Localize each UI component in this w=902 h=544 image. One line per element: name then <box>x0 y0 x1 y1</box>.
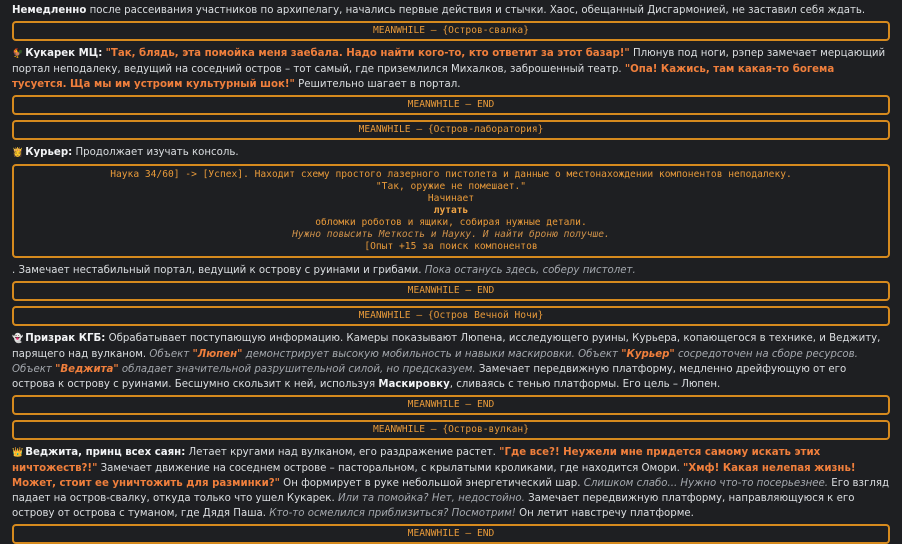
meanwhile-end-4: MEANWHILE – END <box>12 524 890 544</box>
kgb-paragraph <box>12 331 890 392</box>
kukarek-text-2: Решительно шагает в портал. <box>294 79 461 90</box>
courier-text: Продолжает изучать консоль. <box>72 147 239 158</box>
meanwhile-header-lab: MEANWHILE – {Остров-лаборатория} <box>12 120 890 140</box>
meanwhile-header-night: MEANWHILE – {Остров Вечной Ночи} <box>12 306 890 326</box>
princess-icon: 👸 <box>12 148 24 158</box>
vegeta-em-1: Слишком слабо... Нужно что-то посерьезнее. <box>583 478 829 489</box>
code-line-4: лутать <box>433 205 469 216</box>
kgb-object-lupin: "Люпен" <box>192 349 243 360</box>
vegeta-text-5: Замечает передвижную платформу, направляющуюся к его острову от острова с туманом, где Дядя Паша. <box>12 493 855 519</box>
code-line-2: "Так, оружие не помешает." <box>375 181 527 192</box>
code-line-1: Наука 34/60] -> [Успех]. Находит схему простого лазерного пистолета и данные о местонахождении компонентов неподалеку. <box>110 169 792 180</box>
vegeta-paragraph <box>12 445 890 521</box>
vegeta-em-2: Или та помойка? Нет, недостойно. <box>337 493 525 504</box>
crown-icon: 👑 <box>12 448 24 458</box>
vegeta-quote-2: "Хмф! Какая нелепая жизнь! Может, стоит ее уничтожить для разминки?" <box>12 463 856 489</box>
code-line-3: Начинает <box>427 193 475 204</box>
kgb-em-3: сосредоточен на сборе ресурсов. Объект <box>12 349 858 375</box>
kgb-text-3: , сливаясь с тенью платформы. Его цель – Люпен. <box>449 379 721 390</box>
rooster-icon: 🐓 <box>12 49 24 59</box>
kukarek-name: Кукарек МЦ: <box>25 48 103 59</box>
vegeta-text-2: Замечает движение на соседнем острове – пасторальном, с крылатыми кроликами, где находится Омори. <box>97 463 684 474</box>
meanwhile-header-svalka: MEANWHILE – {Остров-свалка} <box>12 21 890 41</box>
meanwhile-end-3: MEANWHILE – END <box>12 395 890 415</box>
vegeta-text-6: Он летит навстречу платформе. <box>515 508 694 519</box>
intro-bold: Немедленно <box>12 5 87 16</box>
courier-after-thought: Пока останусь здесь, соберу пистолет. <box>424 265 636 276</box>
code-line-5: обломки роботов и ящики, собирая нужные детали. <box>315 217 587 228</box>
vegeta-quote-1: "Где все?! Неужели мне придется самому искать этих ничтожеств?!" <box>12 447 821 474</box>
courier-name: Курьер: <box>25 147 73 158</box>
kukarek-text-1: Плюнув под ноги, рэпер замечает мерцающий портал неподалеку, ведущий на соседний остров – тот самый, где приземлился Михалков, заброшенный театр. <box>12 48 886 75</box>
vegeta-text-3: Он формирует в руке небольшой энергетический шар. <box>279 478 584 489</box>
courier-after <box>12 263 890 278</box>
ghost-icon: 👻 <box>12 334 24 344</box>
kgb-name: Призрак КГБ: <box>25 333 106 344</box>
vegeta-text-1: Летает кругами над вулканом, его раздражение растет. <box>185 447 500 458</box>
courier-after-text: . Замечает нестабильный портал, ведущий к острову с руинами и грибами. <box>12 265 425 276</box>
code-line-6: Нужно повысить Меткость и Науку. И найти броню получше. <box>292 229 610 240</box>
kukarek-quote-2: "Опа! Кажись, там какая-то богема тусуется. Ща мы им устроим культурный шок!" <box>12 64 835 90</box>
meanwhile-end-1: MEANWHILE – END <box>12 95 890 115</box>
kgb-em-1: Объект <box>149 349 193 360</box>
intro-paragraph <box>12 3 890 18</box>
kgb-object-courier: "Курьер" <box>621 349 675 360</box>
vegeta-text-4: Его взгляд падает на остров-свалку, откуда только что ушел Кукарек. <box>12 478 890 504</box>
intro-text: после рассеивания участников по архипелагу, начались первые действия и стычки. Хаос, обещанный Дисгармонией, не заставил себя ждать. <box>86 5 866 16</box>
meanwhile-header-volcano: MEANWHILE – {Остров-вулкан} <box>12 420 890 440</box>
courier-paragraph <box>12 145 890 161</box>
meanwhile-end-2: MEANWHILE – END <box>12 281 890 301</box>
kgb-text-1: Обрабатывает поступающую информацию. Камеры показывают Люпена, исследующего руины, Курьера, копающегося в технике, и Веджиту, парящего над вулканом. <box>12 333 881 360</box>
kukarek-quote-1: "Так, блядь, эта помойка меня заебала. Надо найти кого-то, кто ответит за этот базар!" <box>105 48 630 59</box>
kgb-text-2: Замечает передвижную платформу, медленно дрейфующую от его острова к острову с руинами. Бесшумно скользит к ней, используя <box>12 364 847 390</box>
courier-code-block <box>12 164 890 258</box>
kukarek-paragraph <box>12 46 890 92</box>
code-line-7: [Опыт +15 за поиск компонентов <box>364 241 538 252</box>
kgb-skill: Маскировку <box>378 379 450 390</box>
kgb-object-vegeta: "Веджита" <box>55 364 119 375</box>
kgb-em-4: обладает значительной разрушительной силой, но предсказуем. <box>118 364 476 375</box>
kgb-em-2: демонстрирует высокую мобильность и навыки маскировки. Объект <box>242 349 622 360</box>
vegeta-name: Веджита, принц всех саян: <box>25 447 186 458</box>
vegeta-em-3: Кто-то осмелился приблизиться? Посмотрим! <box>269 508 516 519</box>
